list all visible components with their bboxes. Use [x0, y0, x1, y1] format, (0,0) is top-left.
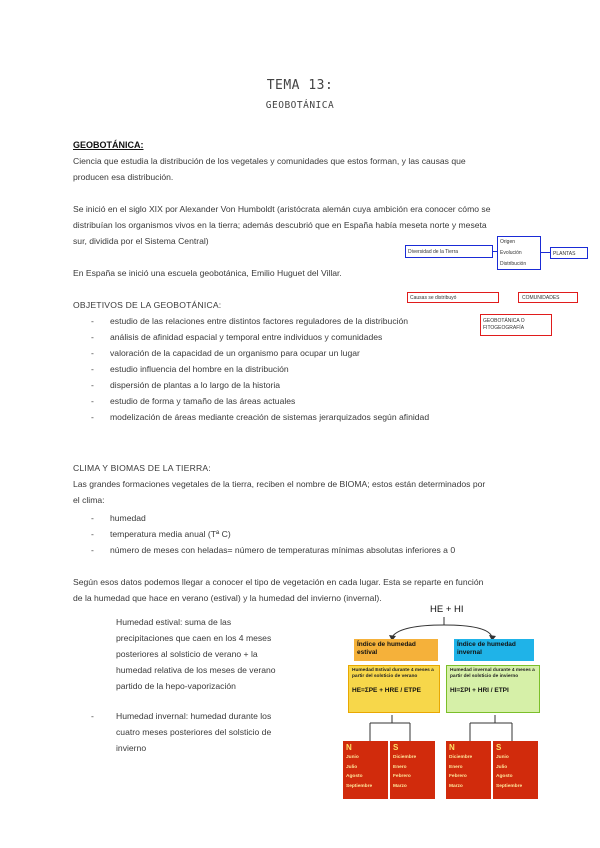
estival-formula: HE=ΣPE + HRE / ETPE: [352, 687, 421, 694]
leaf-month: Septiembre: [496, 783, 523, 789]
estival-line-3: posteriores al solsticio de verano + la: [116, 649, 258, 659]
note-fito-line-1: GEOBOTÁNICA O: [483, 318, 525, 324]
objetivos-heading: OBJETIVOS DE LA GEOBOTÁNICA:: [73, 300, 222, 310]
estival-line-2: precipitaciones que caen en los 4 meses: [116, 633, 272, 643]
segun-line-1: Según esos datos podemos llegar a conocer el tipo de vegetación en cada lugar. Esta se reparte en función: [73, 577, 484, 587]
leaf-hemisphere: N: [346, 743, 352, 752]
connector: [541, 252, 550, 253]
clima-heading: CLIMA Y BIOMAS DE LA TIERRA:: [73, 463, 211, 473]
leaf-hemisphere: S: [496, 743, 502, 752]
note-comunidades: COMUNIDADES: [518, 292, 578, 303]
note-geobotanica-fito: [480, 314, 552, 336]
note-distribucion: Distribución: [500, 261, 527, 267]
invernal-desc-box: [446, 665, 540, 713]
invernal-line-1: Humedad invernal: humedad durante los: [116, 711, 272, 721]
leaf-month: Marzo: [393, 783, 407, 789]
leaf-month: Febrero: [393, 774, 411, 779]
invernal-index-box: Índice de humedad invernal: [454, 639, 534, 661]
history-line-3: sur, dividida por el Sistema Central): [73, 236, 209, 246]
leaf-invernal-n: [446, 741, 491, 799]
leaf-month: Junio: [346, 755, 359, 760]
history-line-2: distribuían los organismos vivos en la tierra; además descubrió que en España había meseta norte y meseta: [73, 220, 487, 230]
leaf-hemisphere: N: [449, 743, 455, 752]
leaf-month: Septiembre: [346, 783, 373, 789]
flowchart-root: HE + HI: [430, 604, 464, 615]
leaf-month: Diciembre: [449, 755, 473, 760]
note-evolucion: Evolución: [500, 250, 522, 256]
leaf-month: Julio: [496, 764, 508, 770]
note-fito-line-2: FITOGEOGRAFÍA: [483, 324, 525, 331]
leaf-month: Diciembre: [393, 755, 417, 760]
note-origen-group: [497, 236, 541, 270]
invernal-dash: -: [91, 711, 94, 721]
definition-line-1: Ciencia que estudia la distribución de los vegetales y comunidades que estos forman, y las causas que: [73, 156, 466, 166]
estival-index-box: Índice de humedad estival: [354, 639, 438, 661]
definition-line-2: producen esa distribución.: [73, 172, 174, 182]
note-origen: Origen: [500, 239, 516, 245]
estival-line-4: humedad relativa de los meses de verano: [116, 665, 276, 675]
note-causas: Causas se distribuyó: [407, 292, 499, 303]
leaf-estival-s: [390, 741, 435, 799]
spain-school-text: En España se inició una escuela geobotánica, Emilio Huguet del Villar.: [73, 268, 342, 278]
leaf-hemisphere: S: [393, 743, 399, 752]
leaf-month: Febrero: [449, 774, 467, 779]
note-plantas: PLANTAS: [550, 247, 588, 259]
leaf-month: Agosto: [496, 774, 513, 779]
leaf-month: Enero: [393, 764, 407, 770]
history-line-1: Se inició en el siglo XIX por Alexander Von Humboldt (aristócrata alemán cuya ambición era conocer cómo se: [73, 204, 491, 214]
page-subtitle: GEOBOTÁNICA: [265, 100, 335, 111]
clima-intro-line-1: Las grandes formaciones vegetales de la tierra, reciben el nombre de BIOMA; estos están determinados por: [73, 479, 486, 489]
page-title: TEMA 13:: [266, 78, 334, 93]
invernal-desc-text: Humedad invernal durante 4 meses a partir del solsticio de invierno: [450, 668, 535, 679]
leaf-month: Agosto: [346, 774, 363, 779]
leaf-month: Marzo: [449, 783, 463, 789]
leaf-month: Julio: [346, 764, 358, 770]
invernal-line-2: cuatro meses posteriores del solsticio de: [116, 727, 272, 737]
humidity-flowchart: [340, 603, 540, 803]
estival-desc-text: Humedad Estival durante 4 meses a partir del solsticio de verano: [352, 668, 434, 679]
clima-intro-line-2: el clima:: [73, 495, 105, 505]
estival-line-1: Humedad estival: suma de las: [116, 617, 232, 627]
estival-desc-box: [348, 665, 440, 713]
section-heading-geobotanica: GEOBOTÁNICA:: [73, 140, 144, 150]
invernal-formula: HI=ΣPI + HRI / ETPI: [450, 687, 509, 694]
invernal-line-3: invierno: [116, 743, 147, 753]
note-diversidad: Diversidad de la Tierra: [405, 245, 493, 258]
leaf-month: Enero: [449, 764, 463, 770]
leaf-estival-n: [343, 741, 388, 799]
leaf-month: Junio: [496, 755, 509, 760]
segun-line-2: de la humedad que hace en verano (estival) y la humedad del invierno (invernal).: [73, 593, 382, 603]
page: TEMA 13: GEOBOTÁNICA GEOBOTÁNICA: Ciencia que estudia la distribución de los vegetales y comunidades que estos forman, y las causas que producen esa distribución. Se inició en el siglo XIX por Alexander Von Humboldt (aristócrata alemán cuya ambición era conocer cómo se distribuían los organismos vivos en la tierra; además descubrió que en España había meseta norte y meseta sur, dividida por el Sistema Central) En España se inició una escuela geobotánica, Emilio Huguet del Villar. Diversidad de la Tierra Origen Evolución Distribución PLANTAS Causas se distribuyó COMUNIDADES GEOBOTÁNICA O FITOGEOGRAFÍA OBJETIVOS DE LA GEOBOTÁNICA: - estudio de las relaciones entre distintos factores reguladores de la distribución - análisis de afinidad espacial y temporal entre individuos y comunidades - valoración de la capacidad de un organismo para ocupar un lugar - estudio influencia del hombre en la distribución - dispersión de plantas a lo largo de la historia - estudio de forma y tamaño de las áreas actuales - modelización de áreas mediante creación de sistemas jerarquizados según afinidad CLIMA Y BIOMAS DE LA TIERRA: Las grandes formaciones vegetales de la tierra, reciben el nombre de BIOMA; estos están determinados por el clima: - humedad - temperatura media anual (Tª C) - número de meses con heladas= número de temperaturas mínimas absolutas inferiores a 0 Según esos datos podemos llegar a conocer el tipo de vegetación en cada lugar. Esta se reparte en función de la humedad que hace en verano (estival) y la humedad del invierno (invernal). Humedad estival: suma de las precipitaciones que caen en los 4 meses posteriores al solsticio de verano + la humedad relativa de los meses de verano partido de la hepo-vaporización - Humedad invernal: humedad durante los cuatro meses posteriores del solsticio de invierno HE + HI Índice de humedad estival Índice de humedad invernal Humedad Estival durante 4 meses a partir del solsticio de verano HE=ΣPE + HRE / ETPE Humedad invernal durante 4 meses a partir del solsticio de invierno HI=ΣPI + HRI / ETPI N Junio Julio Agosto Septiembre S Diciembre Enero Febrero Marzo N Diciembre Enero Febrero Marzo S Junio Julio Agosto Septiembre: [0, 0, 600, 848]
estival-line-5: partido de la hepo-vaporización: [116, 681, 236, 691]
leaf-invernal-s: [493, 741, 538, 799]
connector: [493, 251, 497, 252]
